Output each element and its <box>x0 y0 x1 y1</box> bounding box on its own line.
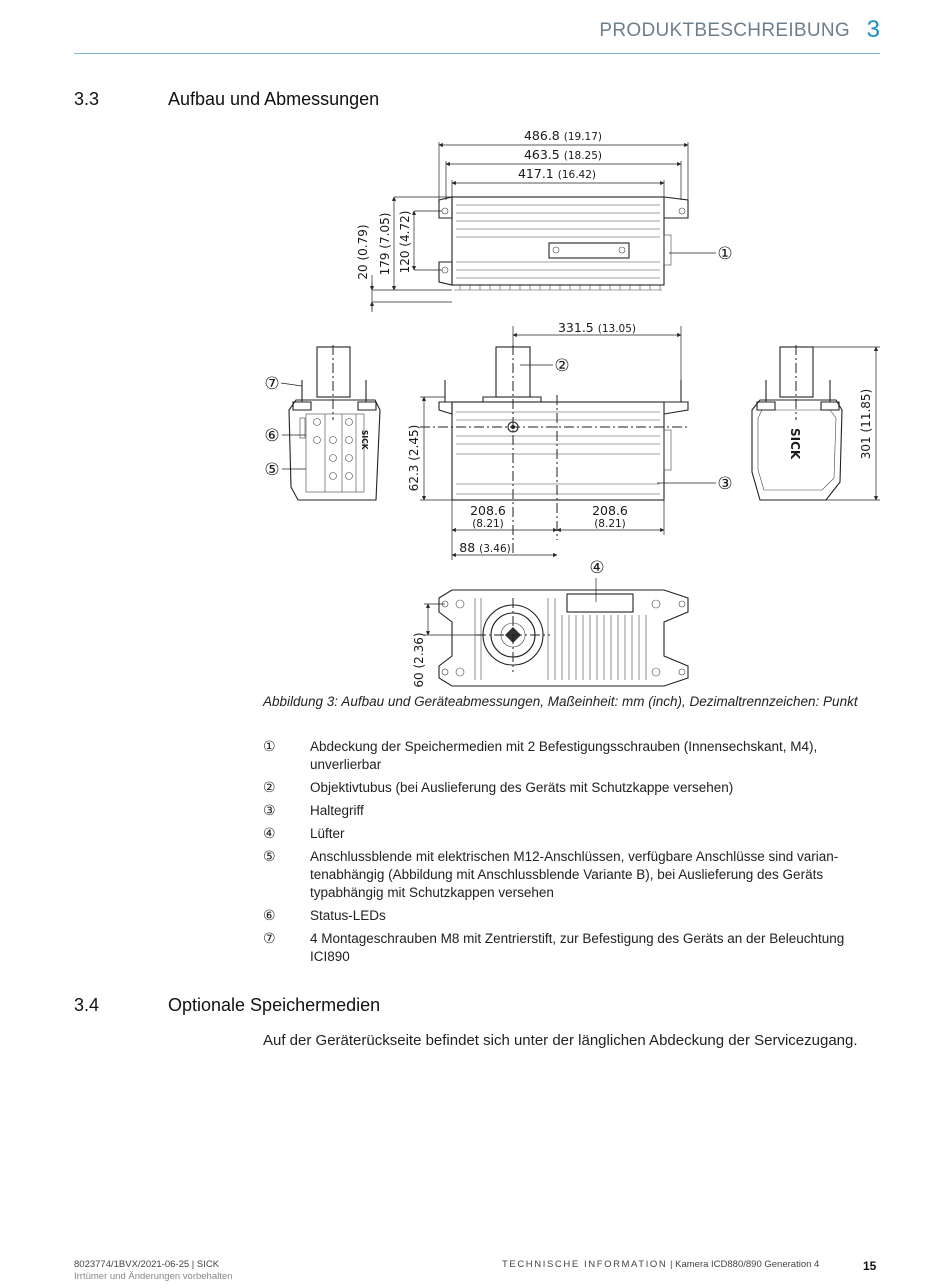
svg-text:417.1 (16.42) <box>518 166 596 181</box>
dim-mid-width-inch: (18.25) <box>563 150 603 162</box>
legend-marker: ② <box>263 780 276 796</box>
figure-legend <box>263 738 883 971</box>
header-title: PRODUKTBESCHREIBUNG <box>599 20 850 41</box>
dim-height-301: 301 (11.85) <box>859 388 873 460</box>
svg-text:331.5 (13.05) <box>558 320 636 335</box>
left-side-view <box>281 345 380 500</box>
dim-height-60: 60 (2.36) <box>412 632 426 688</box>
legend-marker: ⑥ <box>263 908 276 924</box>
footer-product: | Kamera ICD880/890 Generation 4 <box>667 1259 820 1270</box>
callout-4: ④ <box>589 558 605 578</box>
bottom-view <box>424 578 688 686</box>
callout-3: ③ <box>717 474 733 494</box>
dim-208-right-inch: (8.21) <box>594 518 626 530</box>
svg-text:88 (3.46) <box>459 540 510 555</box>
section-number: 3.3 <box>74 89 100 109</box>
dim-88: 88 <box>459 540 476 555</box>
figure-caption: Abbildung 3: Aufbau und Geräteabmessungen, Maßeinheit: mm (inch), Dezimaltrennzeichen: Punkt <box>263 694 858 709</box>
legend-marker: ④ <box>263 826 276 842</box>
legend-marker: ⑦ <box>263 931 276 947</box>
legend-item <box>263 738 883 774</box>
brand-label-right: SICK <box>788 428 802 460</box>
section-title: Aufbau und Abmessungen <box>168 89 380 109</box>
legend-marker: ① <box>263 739 276 755</box>
dim-height-120: 120 (4.72) <box>398 210 412 274</box>
dim-208-right: 208.6 <box>592 503 628 518</box>
dim-88-inch: (3.46) <box>479 543 511 555</box>
footer-doc-type: TECHNISCHE INFORMATION <box>502 1259 668 1270</box>
dim-body-width: 417.1 <box>517 166 554 181</box>
legend-text: Lüfter <box>310 826 345 841</box>
brand-label-left: SICK <box>360 430 369 450</box>
legend-item <box>263 930 883 966</box>
legend-text: 4 Montageschrauben M8 mit Zentrierstift, zur Befestigung des Geräts an der Beleuchtung ICI890 <box>310 931 845 964</box>
legend-marker: ⑤ <box>263 849 276 865</box>
dim-total-width-inch: (19.17) <box>563 131 603 143</box>
body-paragraph: Auf der Geräterückseite befindet sich unter der länglichen Abdeckung der Servicezugang. <box>263 1032 858 1049</box>
footer-center <box>502 1259 819 1270</box>
dim-total-width: 486.8 <box>523 128 560 143</box>
legend-item <box>263 848 883 902</box>
footer-doc-id: 8023774/1BVX/2021-06-25 | SICK <box>74 1259 220 1270</box>
dim-mid-width: 463.5 <box>523 147 560 162</box>
callout-2: ② <box>554 356 570 376</box>
dim-208-left: 208.6 <box>470 503 506 518</box>
dim-208-left-inch: (8.21) <box>472 518 504 530</box>
svg-text:486.8 (19.17) <box>524 128 602 143</box>
legend-item <box>263 907 883 925</box>
callout-6: ⑥ <box>264 426 280 446</box>
legend-item <box>263 802 883 820</box>
legend-item <box>263 779 883 797</box>
chapter-number: 3 <box>866 16 880 43</box>
dim-331: 331.5 <box>557 320 594 335</box>
callout-5: ⑤ <box>264 460 280 480</box>
dim-331-inch: (13.05) <box>597 323 637 335</box>
dim-body-width-inch: (16.42) <box>557 169 597 181</box>
legend-text: Objektivtubus (bei Auslieferung des Geräts mit Schutzkappe versehen) <box>310 780 734 795</box>
callout-1: ① <box>717 244 733 264</box>
dim-height-62: 62.3 (2.45) <box>407 424 421 492</box>
dim-height-20: 20 (0.79) <box>356 224 370 280</box>
legend-text: Status-LEDs <box>310 908 386 923</box>
legend-text: Abdeckung der Speichermedien mit 2 Befestigungsschrauben (Innensechskant, M4), unverlierbar <box>310 739 818 772</box>
legend-text: Anschlussblende mit elektrischen M12-Anschlüssen, verfügbare Anschlüsse sind variantenabhängig (Abbildung mit Anschlussblende Variante B), bei Auslieferung des Geräts typabhängig mit Schutzkappen versehen <box>310 849 839 900</box>
footer-disclaimer: Irrtümer und Änderungen vorbehalten <box>74 1271 233 1282</box>
svg-text:463.5 (18.25) <box>524 147 602 162</box>
section-number: 3.4 <box>74 995 100 1015</box>
legend-text: Haltegriff <box>310 803 364 818</box>
legend-marker: ③ <box>263 803 276 819</box>
section-title: Optionale Speichermedien <box>168 995 381 1015</box>
dim-height-179: 179 (7.05) <box>378 212 392 276</box>
callout-7: ⑦ <box>264 374 280 394</box>
page-number: 15 <box>863 1259 877 1273</box>
legend-item <box>263 825 883 843</box>
